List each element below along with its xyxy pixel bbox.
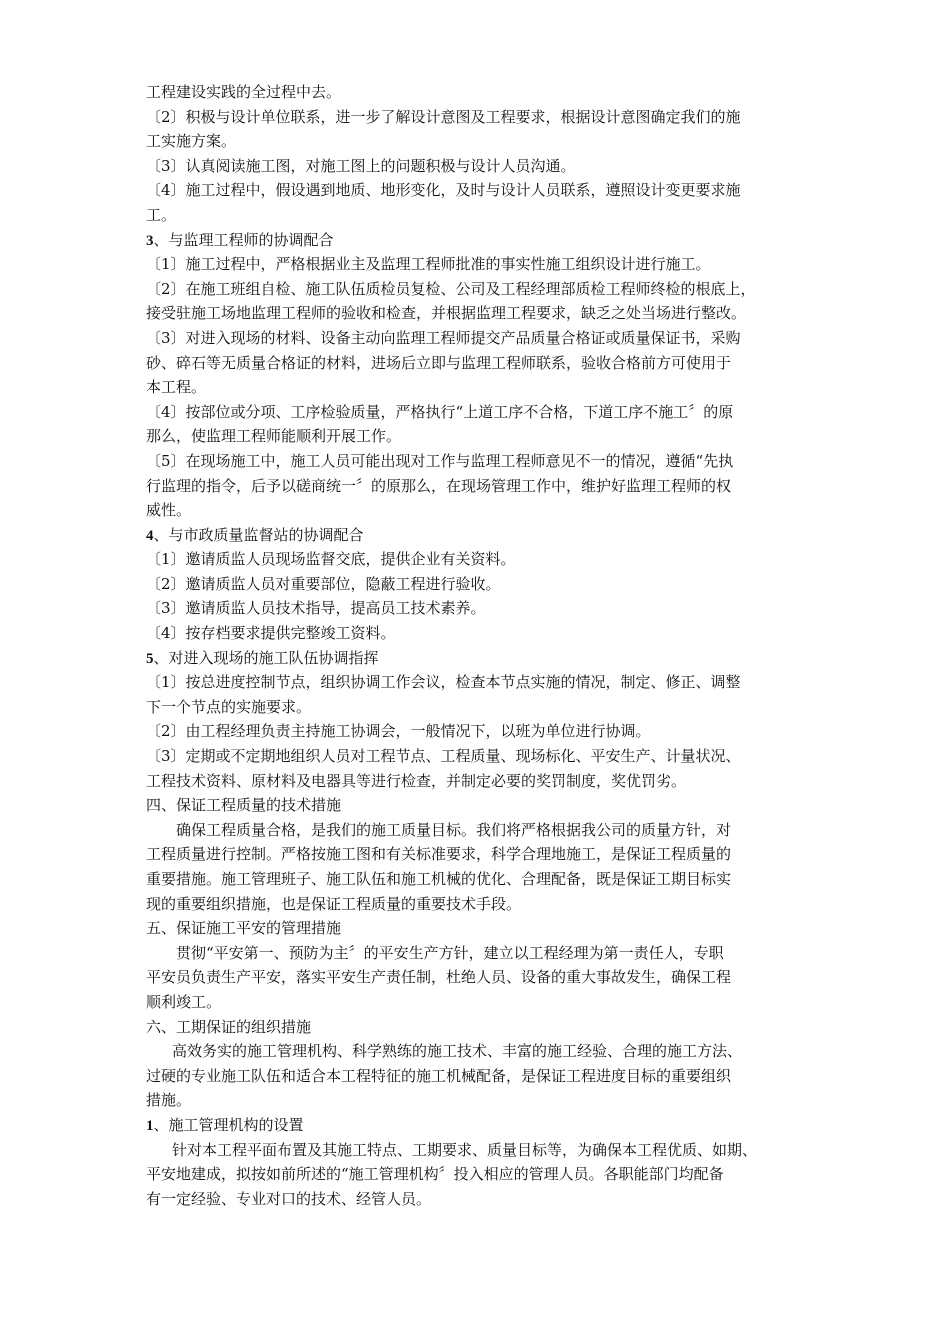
section-heading: 5、对进入现场的施工队伍协调指挥 <box>146 648 379 667</box>
text-line: 〔4〕按部位或分项、工序检验质量，严格执行“上道工序不合格，下道工序不施工〞的原 <box>146 402 734 421</box>
text-line: 那么，使监理工程师能顺利开展工作。 <box>146 427 402 446</box>
text-line: 〔4〕按存档要求提供完整竣工资料。 <box>146 624 396 643</box>
text-line: 〔4〕施工过程中，假设遇到地质、地形变化，及时与设计人员联系，遵照设计变更要求施 <box>146 181 741 200</box>
text-line: 四、保证工程质量的技术措施 <box>146 796 342 815</box>
text-line: 〔2〕邀请质监人员对重要部位，隐蔽工程进行验收。 <box>146 574 501 593</box>
text-line: 重要措施。施工管理班子、施工队伍和施工机械的优化、合理配备，既是保证工期目标实 <box>146 870 732 888</box>
text-line: 〔2〕由工程经理负责主持施工协调会，一般情况下，以班为单位进行协调。 <box>146 722 651 741</box>
text-line: 确保工程质量合格，是我们的施工质量目标。我们将严格根据我公司的质量方针，对 <box>176 820 732 839</box>
text-line: 平安地建成，拟按如前所述的“施工管理机构〞投入相应的管理人员。各职能部门均配备 <box>146 1165 724 1184</box>
document-page <box>146 80 822 1211</box>
text-line: 工程质量进行控制。严格按施工图和有关标准要求，科学合理地施工，是保证工程质量的 <box>146 845 732 864</box>
text-line: 〔2〕在施工班组自检、施工队伍质检员复检、公司及工程经理部质检工程师终检的根底上， <box>146 279 756 298</box>
text-line: 威性。 <box>146 501 192 520</box>
text-line: 〔5〕在现场施工中，施工人员可能出现对工作与监理工程师意见不一的情况，遵循“先执 <box>146 451 734 470</box>
text-line: 行监理的指令，后予以磋商统一〞的原那么，在现场管理工作中，维护好监理工程师的权 <box>146 476 732 495</box>
text-line: 顺利竣工。 <box>146 992 222 1011</box>
text-line: 〔1〕按总进度控制节点，组织协调工作会议，检查本节点实施的情况，制定、修正、调整 <box>146 673 741 692</box>
text-line: 现的重要组织措施，也是保证工程质量的重要技术手段。 <box>146 894 522 913</box>
text-line: 〔2〕积极与设计单位联系，进一步了解设计意图及工程要求，根据设计意图确定我们的施 <box>146 107 741 126</box>
heading-number: 3 <box>146 232 154 249</box>
text-line: 六、工期保证的组织措施 <box>146 1017 312 1036</box>
text-line: 针对本工程平面布置及其施工特点、工期要求、质量目标等，为确保本工程优质、如期、 <box>172 1140 758 1159</box>
text-line: 贯彻“平安第一、预防为主〞的平安生产方针，建立以工程经理为第一责任人，专职 <box>176 943 724 962</box>
text-line: 工实施方案。 <box>146 132 237 151</box>
text-line: 有一定经验、专业对口的技术、经管人员。 <box>146 1189 432 1208</box>
text-line: 平安员负责生产平安，落实平安生产责任制，杜绝人员、设备的重大事故发生，确保工程 <box>146 968 732 987</box>
text-line: 工程技术资料、原材料及电器具等进行检查，并制定必要的奖罚制度，奖优罚劣。 <box>146 771 687 790</box>
document-body <box>146 80 822 1211</box>
text-line: 〔3〕定期或不定期地组织人员对工程节点、工程质量、现场标化、平安生产、计量状况、 <box>146 747 741 766</box>
text-line: 本工程。 <box>146 378 207 397</box>
section-heading: 3、与监理工程师的协调配合 <box>146 230 334 249</box>
text-line: 〔3〕对进入现场的材料、设备主动向监理工程师提交产品质量合格证或质量保证书，采购 <box>146 328 741 347</box>
heading-number: 5 <box>146 650 154 667</box>
section-heading: 4、与市政质量监督站的协调配合 <box>146 525 364 544</box>
text-line: 工程建设实践的全过程中去。 <box>146 83 342 101</box>
text-line: 〔3〕邀请质监人员技术指导，提高员工技术素养。 <box>146 599 486 618</box>
text-line: 工。 <box>146 205 177 224</box>
text-line: 〔3〕认真阅读施工图，对施工图上的问题积极与设计人员沟通。 <box>146 156 576 175</box>
heading-number: 1 <box>146 1117 154 1134</box>
text-line: 〔1〕施工过程中，严格根据业主及监理工程师批准的事实性施工组织设计进行施工。 <box>146 255 711 274</box>
text-line: 过硬的专业施工队伍和适合本工程特征的施工机械配备，是保证工程进度目标的重要组织 <box>146 1066 732 1085</box>
text-line: 措施。 <box>146 1091 192 1110</box>
text-line: 下一个节点的实施要求。 <box>146 697 312 716</box>
text-line: 〔1〕邀请质监人员现场监督交底，提供企业有关资料。 <box>146 550 516 569</box>
text-line: 高效务实的施工管理机构、科学熟练的施工技术、丰富的施工经验、合理的施工方法、 <box>172 1042 743 1061</box>
text-line: 砂、碎石等无质量合格证的材料，进场后立即与监理工程师联系，验收合格前方可使用于 <box>146 353 732 372</box>
heading-number: 4 <box>146 527 154 544</box>
section-heading: 1、施工管理机构的设置 <box>146 1115 304 1134</box>
text-line: 五、保证施工平安的管理措施 <box>146 919 342 938</box>
text-line: 接受驻施工场地监理工程师的验收和检查，并根据监理工程要求，缺乏之处当场进行整改。 <box>146 304 747 323</box>
